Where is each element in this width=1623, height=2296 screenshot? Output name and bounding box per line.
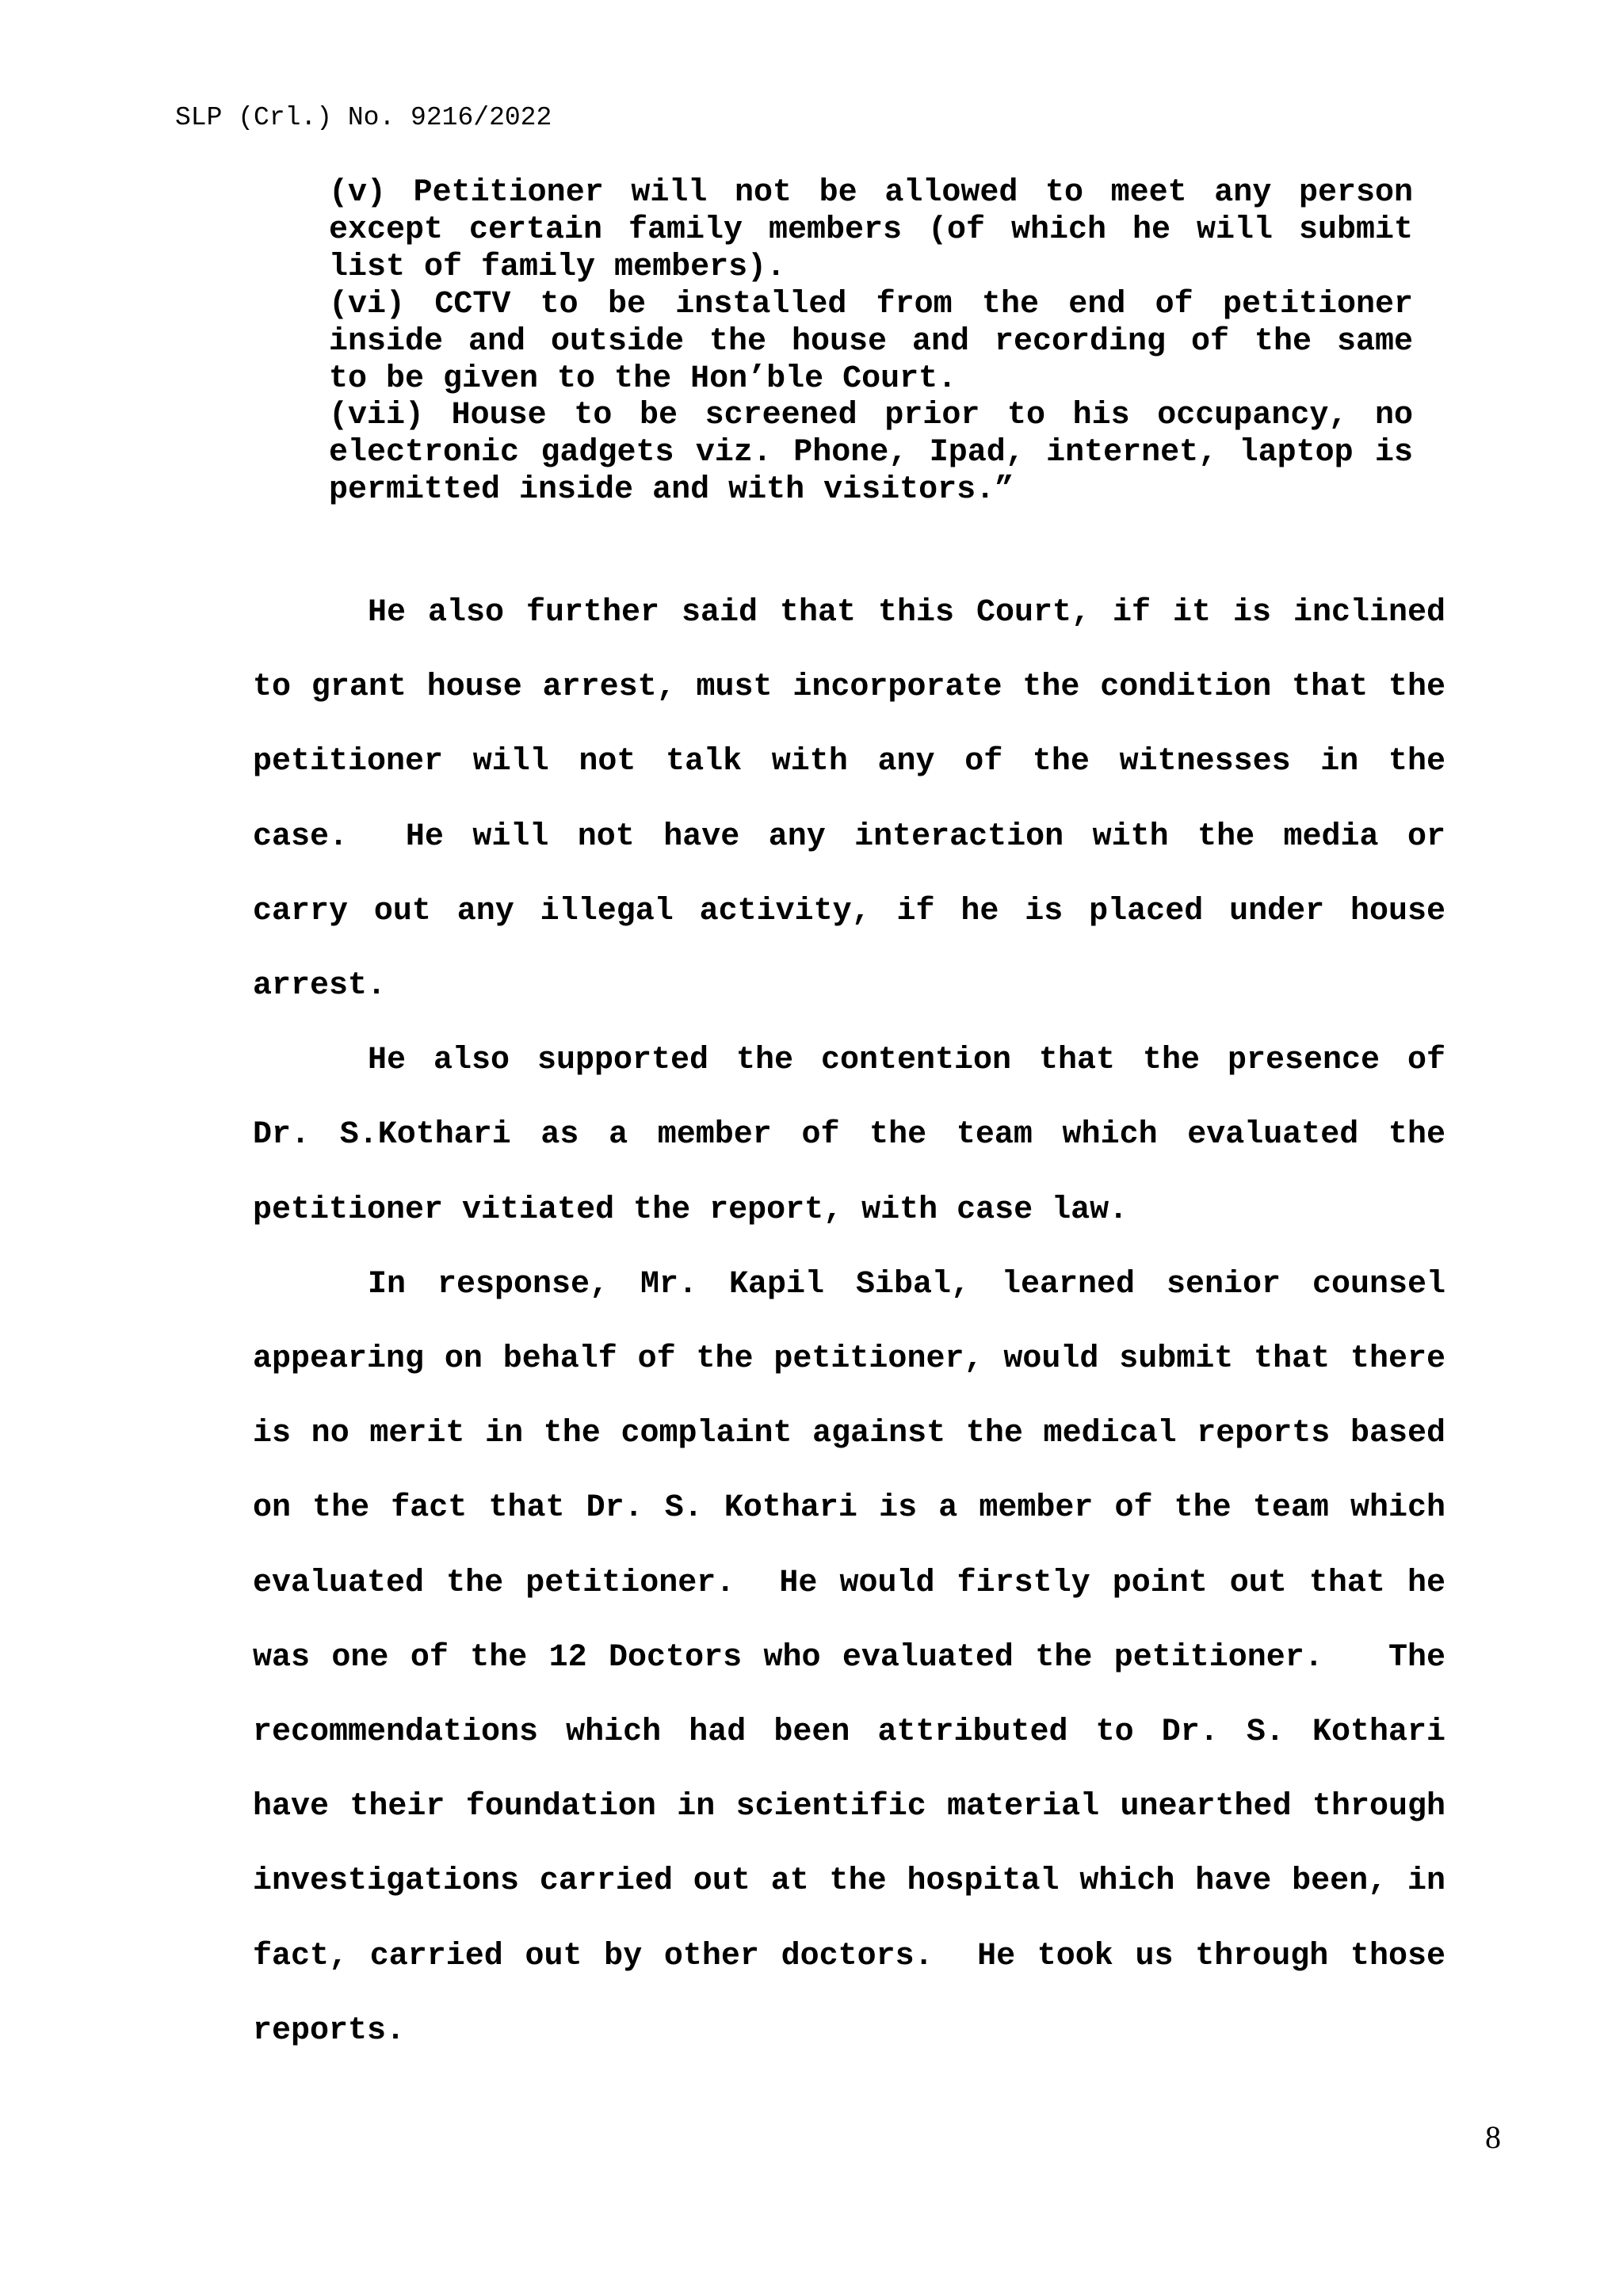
paragraph-sibal-response: In response, Mr. Kapil Sibal, learned senior counsel appearing on behalf of the petitioner, would submit that there is no merit in the complaint against the medical reports based on the fact that Dr. S. Kothari is a member of the team which evaluated the petitioner. He would firstly point out that he was one of the 12 Doctors who evaluated the petitioner. The recommendations which had been attributed to Dr. S. Kothari have their foundation in scientific material unearthed through investigations carried out at the hospital which have been, in fact, carried out by other doctors. He took us through those reports. xyxy=(253,1266,1465,2049)
case-number-header: SLP (Crl.) No. 9216/2022 xyxy=(175,103,552,132)
page-number: 8 xyxy=(1485,2119,1501,2155)
quoted-condition-vi: (vi) CCTV to be installed from the end of petitioner inside and outside the house and recording of the same to be given to the Hon’ble Court. xyxy=(329,286,1413,397)
judgment-body xyxy=(253,576,1465,2069)
paragraph-house-arrest-conditions: He also further said that this Court, if it is inclined to grant house arrest, must incorporate the condition that the petitioner will not talk with any of the witnesses in the case. He will not have any interaction with the media or carry out any illegal activity, if he is placed under house arrest. xyxy=(253,595,1465,1005)
quoted-conditions xyxy=(329,175,1413,509)
paragraph-kothari-contention: He also supported the contention that the presence of Dr. S.Kothari as a member of the team which evaluated the petitioner vitiated the report, with case law. xyxy=(253,1043,1465,1228)
quoted-condition-v: (v) Petitioner will not be allowed to meet any person except certain family members (of which he will submit list of family members). xyxy=(329,175,1413,285)
quoted-condition-vii: (vii) House to be screened prior to his occupancy, no electronic gadgets viz. Phone, Ipad, internet, laptop is permitted inside and with visitors.” xyxy=(329,398,1413,509)
